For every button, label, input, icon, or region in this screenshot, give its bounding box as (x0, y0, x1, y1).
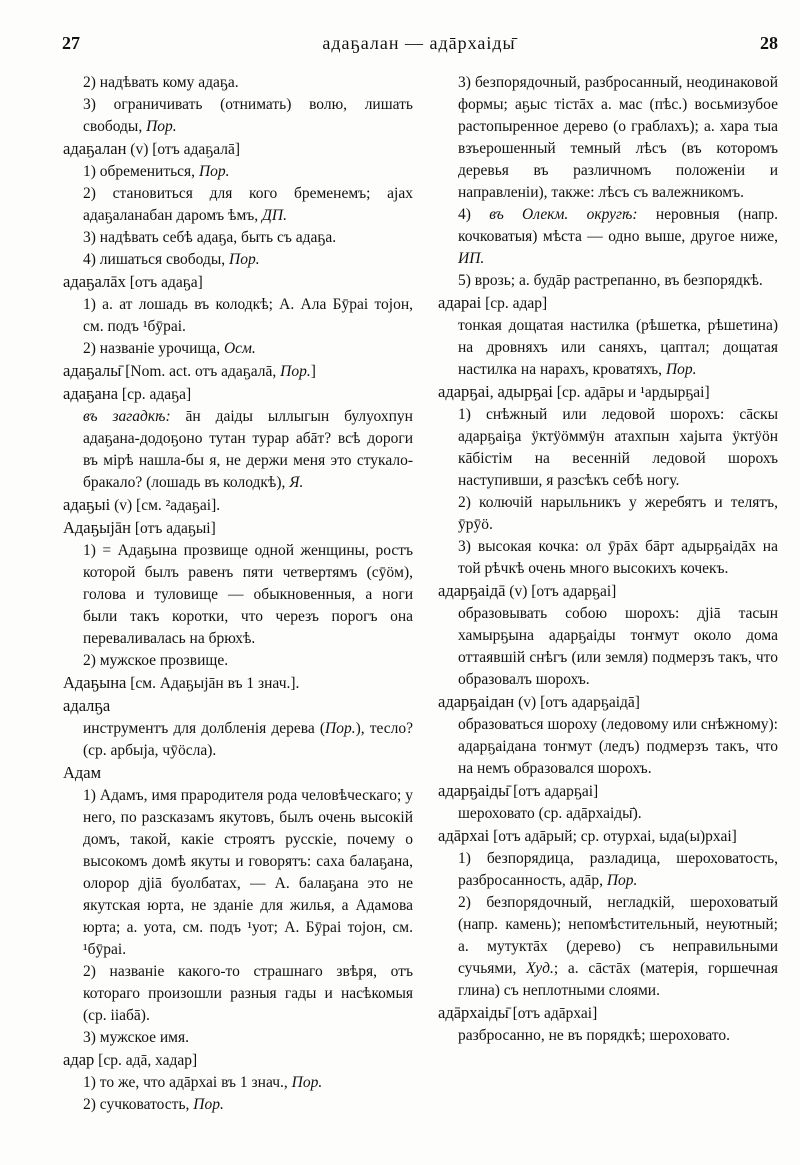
text-segment: [ср. адаҕа] (118, 386, 192, 403)
entry-headword-line (63, 1049, 413, 1072)
text-segment: 2) сучковатость, (83, 1096, 194, 1113)
entry-sense (438, 204, 778, 270)
running-title: адаҕалан — адāрхаіды̄ (322, 33, 516, 53)
italic-note: Пор. (325, 720, 356, 737)
text-segment: [см. Адаҕыјāн въ 1 знач.]. (126, 675, 300, 692)
italic-note: Осм. (223, 340, 256, 357)
text-segment: 4) (458, 206, 490, 223)
page-number-left: 27 (62, 33, 80, 53)
text-segment: 3) ограничивать (отнимать) волю, лишать свободы, (83, 96, 413, 135)
italic-note: ДП. (262, 207, 287, 224)
text-segment: 1) безпорядица, разладица, шероховатость, разбросанность, адāр, (458, 850, 778, 889)
entry-sense (438, 404, 778, 492)
italic-note: Пор. (229, 251, 260, 268)
italic-note: Я. (289, 474, 304, 491)
italic-note: Пор. (280, 363, 311, 380)
entry-sense (438, 603, 778, 691)
text-segment: [отъ адарҕаі] (509, 783, 599, 800)
entry-headword-line (438, 292, 778, 315)
headword: адаҕалāх (63, 272, 126, 291)
entry-sense (63, 1072, 413, 1094)
text-segment: 2) колючій нарыльникъ у жеребятъ и телятъ, ӯрӯӧ. (458, 494, 778, 533)
text-segment: 1) то же, что адāрхаі въ 1 знач., (83, 1074, 292, 1091)
text-segment: 5) врозь; а. будāр растрепанно, въ безпорядкѣ. (458, 272, 763, 289)
text-segment: (v) [см. ²адаҕаі]. (110, 497, 221, 514)
entry-sense (63, 161, 413, 183)
entry-sense (63, 338, 413, 360)
text-segment: тонкая дощатая настилка (рѣшетка, рѣшетина) на дровняхъ или саняхъ, цаптал; дощатая настилка на нарахъ, кроватяхъ, (458, 317, 778, 378)
headword: адāрхаіды̄ (438, 1003, 509, 1022)
page-header (60, 30, 778, 56)
entry-sense (63, 183, 413, 227)
text-segment: ] (310, 363, 316, 380)
italic-note: Пор. (193, 1096, 224, 1113)
dictionary-entry (438, 580, 778, 691)
entry-sense (63, 227, 413, 249)
text-segment: 2) становиться для кого бременемъ; ајах адаҕаланабан даромъ ѣмъ, (83, 185, 413, 224)
entry-sense (438, 72, 778, 204)
italic-note: Пор. (198, 163, 230, 180)
entry-sense (63, 961, 413, 1027)
text-segment: 3) высокая кочка: ол ӯрāх бāрт адырҕаідāх на той рѣчкѣ очень много высокихъ кочекъ. (458, 538, 778, 577)
dictionary-entry (438, 780, 778, 825)
right-column (438, 72, 778, 1047)
dictionary-entry (438, 1002, 778, 1047)
text-segment: (v) [отъ адарҕаі] (505, 583, 617, 600)
italic-note: ИП. (458, 250, 485, 267)
page-number-right: 28 (760, 33, 778, 53)
text-segment: 1) снѣжный или ледовой шорохъ: сāскы адарҕаіҕа ӱктӱӧммӱн атахпын хајыта ӱктӱӧн кāбістім на весенній ледовой шорохъ наступивши, я разсѣкъ себѣ ногу. (458, 406, 778, 489)
dictionary-entry (438, 381, 778, 580)
text-segment: 2) безпорядочный, негладкій, шероховатый (напр. камень); непомѣстительный, неуютный; а. мутуктāх (дерево) съ неправильными сучьями, (458, 894, 778, 977)
dictionary-entry (438, 72, 778, 292)
text-segment: образовывать собою шорохъ: дјіā тасын хамырҕына адарҕаіды тоҥмут около дома оттаявшій снѣгъ (или земля) подмерзъ такъ, что образовалъ шорохъ. (458, 605, 778, 688)
dictionary-entry (63, 1049, 413, 1116)
entry-sense (438, 492, 778, 536)
dictionary-entry (63, 517, 413, 672)
headword: адарҕаі (438, 382, 490, 401)
dictionary-entry (63, 360, 413, 383)
entry-sense (63, 1094, 413, 1116)
entry-headword-line (63, 138, 413, 161)
entry-sense (63, 785, 413, 961)
entry-headword-line (63, 360, 413, 383)
headword: адар (63, 1050, 95, 1069)
text-segment: 1) обремениться, (83, 163, 199, 180)
headword: адаҕана (63, 384, 119, 403)
text-segment: [ср. адā, хадар] (94, 1052, 198, 1069)
dictionary-entry (438, 292, 778, 381)
text-segment: 3) безпорядочный, разбросанный, неодинаковой формы; аҕыс тістāх а. мас (пѣс.) восьмизубое растопыренное дерево (о граблахъ); а. хара тыа взъерошенный темный лѣсъ (въ которомъ деревья въ различномъ положеніи и направленіи), также: лѣсъ съ валежникомъ. (458, 74, 778, 201)
text-segment: шероховато (ср. адāрхаіды̄). (458, 805, 642, 822)
entry-sense (63, 1027, 413, 1049)
headword: адарҕаідан (438, 692, 515, 711)
left-column (63, 72, 413, 1116)
headword: Адаҕына (63, 673, 127, 692)
text-segment: [ср. адāры и ¹ардырҕаі] (552, 384, 710, 401)
text-segment: 3) надѣвать себѣ адаҕа, быть съ адаҕа. (83, 229, 337, 246)
text-segment: āн даіды ыллыгын булуохпун адаҕана-додоҕоно тутан турар абāт? всѣ дороги въ мірѣ нашла-бы я, не держи меня это стукало-бракало? (лошадь въ колодкѣ), (83, 408, 413, 491)
text-segment: 1) = Адаҕына прозвище одной женщины, ростъ которой былъ равенъ пяти четвертямъ (сӯӧм), голова и туловище — обыкновенныя, а ноги были такъ коротки, что черезъ порогъ она переваливалась на брюхѣ. (83, 542, 413, 647)
text-segment: [отъ адаҕа] (125, 274, 203, 291)
text-segment: (v) [отъ адаҕалā] (126, 141, 241, 158)
text-segment: инструментъ для долбленія дерева ( (83, 720, 325, 737)
dictionary-entry (63, 271, 413, 360)
italic-note: въ Олекм. округѣ: (489, 206, 638, 223)
entry-sense (63, 406, 413, 494)
entry-sense (438, 270, 778, 292)
text-segment: [ср. адар] (481, 295, 548, 312)
italic-note: Худ. (526, 960, 554, 977)
headword: адырҕаі (497, 382, 553, 401)
entry-sense (63, 540, 413, 650)
entry-headword-line (438, 1002, 778, 1025)
entry-headword-line (63, 517, 413, 540)
text-segment: 2) мужское прозвище. (83, 652, 229, 669)
entry-headword-line (438, 825, 778, 848)
italic-note: въ загадкѣ: (83, 408, 171, 425)
dictionary-entry (438, 825, 778, 1002)
entry-sense (438, 848, 778, 892)
headword: адараі (438, 293, 482, 312)
text-segment: [отъ адāрхаі] (508, 1005, 598, 1022)
text-segment: [отъ адаҕыі] (130, 520, 216, 537)
entry-headword-line (438, 580, 778, 603)
text-segment: 1) Адамъ, имя прародителя рода человѣческаго; у него, по разсказамъ якутовъ, былъ очень высокій домъ, такой, какіе строятъ русскіе, почему о высокомъ домѣ якуты и говорятъ: саха балаҕана, олорор дјіā буолбатах, — А. балаҕана это не якутская юрта, не зданіе для жилья, а Адамова юрта; а. уота, см. подъ ¹уот; А. Бӯраі тојон, см. ¹бӯраі. (83, 787, 413, 958)
entry-sense (438, 892, 778, 1002)
italic-note: Пор. (606, 872, 638, 889)
text-segment: 1) а. ат лошадь въ колодкѣ; А. Ала Бӯраі тојон, см. подъ ¹бӯраі. (83, 296, 413, 335)
text-segment: образоваться шороху (ледовому или снѣжному): адарҕаідана тоҥмут (ледъ) подмерзъ такъ, что на немъ образовался шорохъ. (458, 716, 778, 777)
entry-sense (438, 1025, 778, 1047)
text-segment: ), тесло? (ср. арбыја, чӯӧсла). (83, 720, 413, 759)
entry-headword-line (63, 494, 413, 517)
text-segment: ; а. сāстāх (матерія, горшечная глина) съ неплотными слоями. (458, 960, 778, 999)
entry-headword-line (438, 780, 778, 803)
italic-note: Пор. (291, 1074, 323, 1091)
text-segment: [Nom. act. отъ адаҕалā, (121, 363, 281, 380)
dictionary-entry (63, 72, 413, 138)
headword: адарҕаідā (438, 581, 506, 600)
text-segment: разбросанно, не въ порядкѣ; шероховато. (458, 1027, 730, 1044)
dictionary-entry (63, 383, 413, 494)
headword: Адаҕыјāн (63, 518, 131, 537)
italic-note: Пор. (665, 361, 697, 378)
dictionary-entry (63, 138, 413, 271)
dictionary-entry (63, 762, 413, 1049)
text-segment: 2) надѣвать кому адаҕа. (83, 74, 239, 91)
entry-sense (63, 650, 413, 672)
text-segment: 4) лишаться свободы, (83, 251, 230, 268)
entry-sense (63, 249, 413, 271)
text-segment: , (489, 384, 498, 401)
entry-sense (438, 315, 778, 381)
entry-headword-line (63, 271, 413, 294)
headword: адаҕыі (63, 495, 111, 514)
entry-headword-line (438, 381, 778, 404)
headword: адалҕа (63, 696, 111, 715)
dictionary-entry (438, 691, 778, 780)
entry-sense (63, 718, 413, 762)
text-segment: [отъ адāрый; ср. отурхаі, ыда(ы)рхаі] (489, 828, 737, 845)
entry-headword-line (63, 383, 413, 406)
entry-sense (438, 536, 778, 580)
dictionary-entry (63, 494, 413, 517)
dictionary-entry (63, 695, 413, 762)
italic-note: Пор. (146, 118, 177, 135)
entry-headword-line (438, 691, 778, 714)
headword: адаҕалан (63, 139, 127, 158)
entry-sense (63, 294, 413, 338)
headword: адаҕалы̄ (63, 361, 122, 380)
entry-headword-line (63, 695, 413, 718)
text-segment: 2) названіе какого-то страшнаго звѣря, отъ котораго произошли разныя гады и насѣкомыя (ср. ііабā). (83, 963, 413, 1024)
entry-headword-line (63, 672, 413, 695)
entry-sense (63, 94, 413, 138)
text-segment: (v) [отъ адарҕаідā] (514, 694, 640, 711)
entry-sense (438, 714, 778, 780)
entry-sense (63, 72, 413, 94)
entry-sense (438, 803, 778, 825)
headword: адāрхаі (438, 826, 490, 845)
text-segment: 2) названіе урочища, (83, 340, 224, 357)
entry-headword-line (63, 762, 413, 785)
headword: адарҕаіды̄ (438, 781, 510, 800)
text-segment: неровныя (напр. кочковатыя) мѣста — одно выше, другое ниже, (458, 206, 778, 245)
headword: Адам (63, 763, 102, 782)
dictionary-entry (63, 672, 413, 695)
text-segment: 3) мужское имя. (83, 1029, 189, 1046)
